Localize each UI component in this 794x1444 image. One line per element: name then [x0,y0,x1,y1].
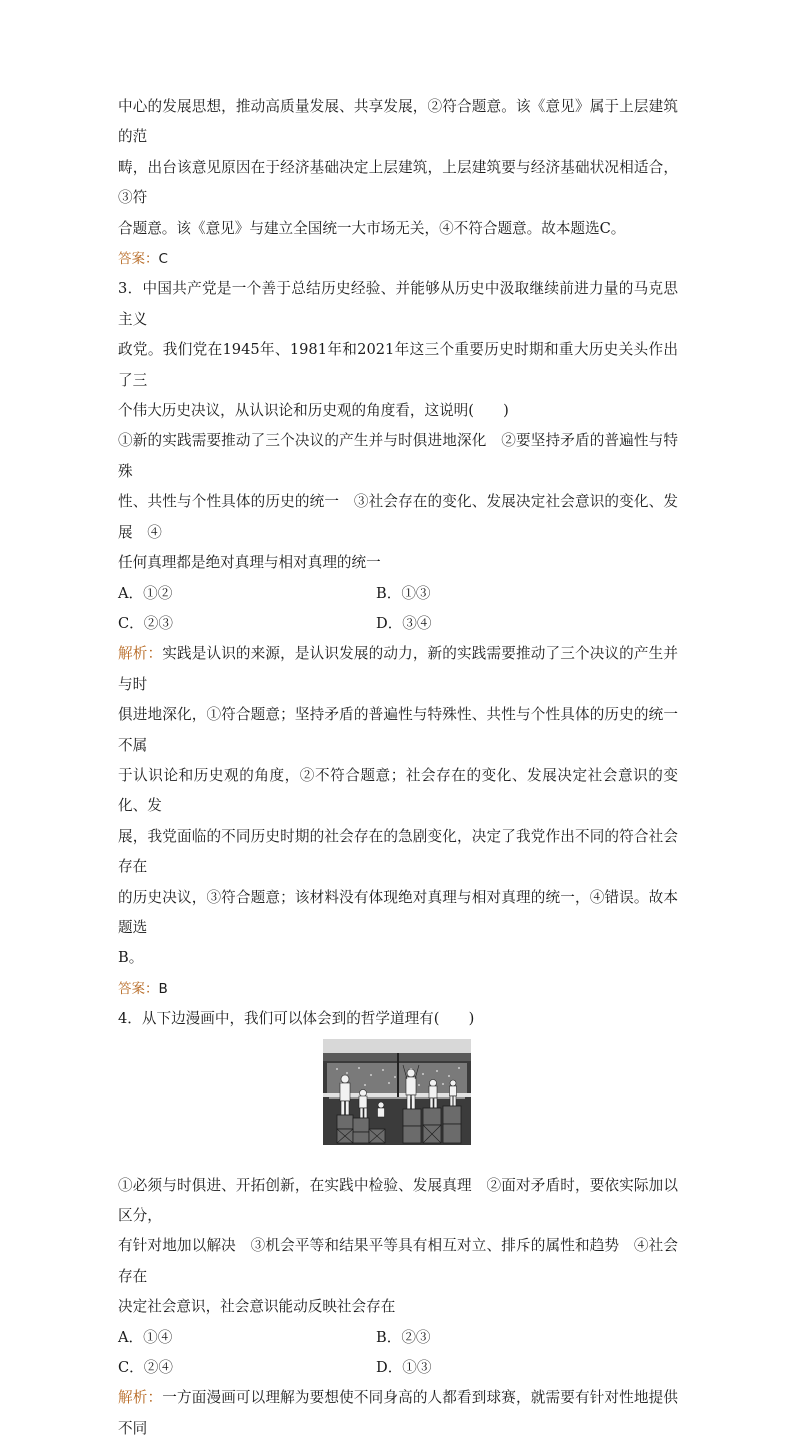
cartoon-svg [323,1039,471,1145]
statement-line: 任何真理都是绝对真理与相对真理的统一 [118,554,381,572]
text-line: 中心的发展思想，推动高质量发展、共享发展，②符合题意。该《意见》属于上层建筑的范 [118,98,678,146]
cartoon-image [323,1039,471,1145]
cartoon-figure-area [118,1037,678,1167]
option-a: A．①② [118,584,173,602]
previous-analysis-continuation [118,92,678,244]
statement-line: 性、共性与个性具体的历史的统一 ③社会存在的变化、发展决定社会意识的变化、发展 ④ [118,493,678,541]
statement-line: ①新的实践需要推动了三个决议的产生并与时俱进地深化 ②要坚持矛盾的普遍性与特殊 [118,432,678,480]
options-grid [118,1323,678,1384]
statement-line: 有针对地加以解决 ③机会平等和结果平等具有相互对立、排斥的属性和趋势 ④社会存在 [118,1237,678,1285]
question-stem-line: 3．中国共产党是一个善于总结历史经验、并能够从历史中汲取继续前进力量的马克思主义 [118,280,678,328]
answer-label: 答案： [118,251,159,268]
text-line: 畴，出台该意见原因在于经济基础决定上层建筑，上层建筑要与经济基础状况相适合，③符 [118,158,678,207]
question-3 [118,274,678,1004]
option-a: A．①④ [118,1328,173,1346]
option-d: D．③④ [376,614,432,632]
analysis-text: 实践是认识的来源，是认识发展的动力，新的实践需要推动了三个决议的产生并与时 [118,645,678,693]
answer-line-q2 [118,244,678,274]
analysis-line: 的历史决议，③符合题意；该材料没有体现绝对真理与相对真理的统一，④错误。故本题选 [118,888,678,936]
analysis-line [118,639,678,700]
answer-value: C [158,251,168,268]
analysis-text: 一方面漫画可以理解为要想使不同身高的人都看到球赛，就需要有针对性地提供不同 [118,1389,678,1437]
answer-label: 答案： [118,980,159,997]
option-c: C．②③ [118,614,173,632]
text-line: 合题意。该《意见》与建立全国统一大市场无关，④不符合题意。故本题选C。 [118,219,626,237]
analysis-line: 俱进地深化，①符合题意；坚持矛盾的普遍性与特殊性、共性与个性具体的历史的统一不属 [118,706,678,754]
document-page [118,92,678,1444]
analysis-line: 展，我党面临的不同历史时期的社会存在的急剧变化，决定了我党作出不同的符合社会存在 [118,827,678,876]
analysis-line: 于认识论和历史观的角度，②不符合题意；社会存在的变化、发展决定社会意识的变化、发 [118,766,678,815]
answer-line-q3 [118,974,678,1004]
question-stem-line: 政党。我们党在1945年、1981年和2021年这三个重要历史时期和重大历史关头作出了三 [118,341,678,389]
option-b: B．①③ [376,584,431,602]
option-b: B．②③ [376,1328,431,1346]
analysis-line: B。 [118,949,144,967]
answer-value: B [158,980,168,997]
statement-line: 决定社会意识，社会意识能动反映社会存在 [118,1298,396,1316]
option-d: D．①③ [376,1359,432,1377]
question-stem-line: 4．从下边漫画中，我们可以体会到的哲学道理有( ) [118,1010,475,1028]
question-4 [118,1004,678,1444]
analysis-line [118,1383,678,1444]
statement-line: ①必须与时俱进、开拓创新，在实践中检验、发展真理 ②面对矛盾时，要依实际加以区分， [118,1176,678,1224]
options-grid [118,579,678,640]
analysis-label: 解析： [118,1389,163,1407]
analysis-label: 解析： [118,645,163,663]
question-stem-line: 个伟大历史决议，从认识论和历史观的角度看，这说明( ) [118,402,509,420]
option-c: C．②④ [118,1359,173,1377]
